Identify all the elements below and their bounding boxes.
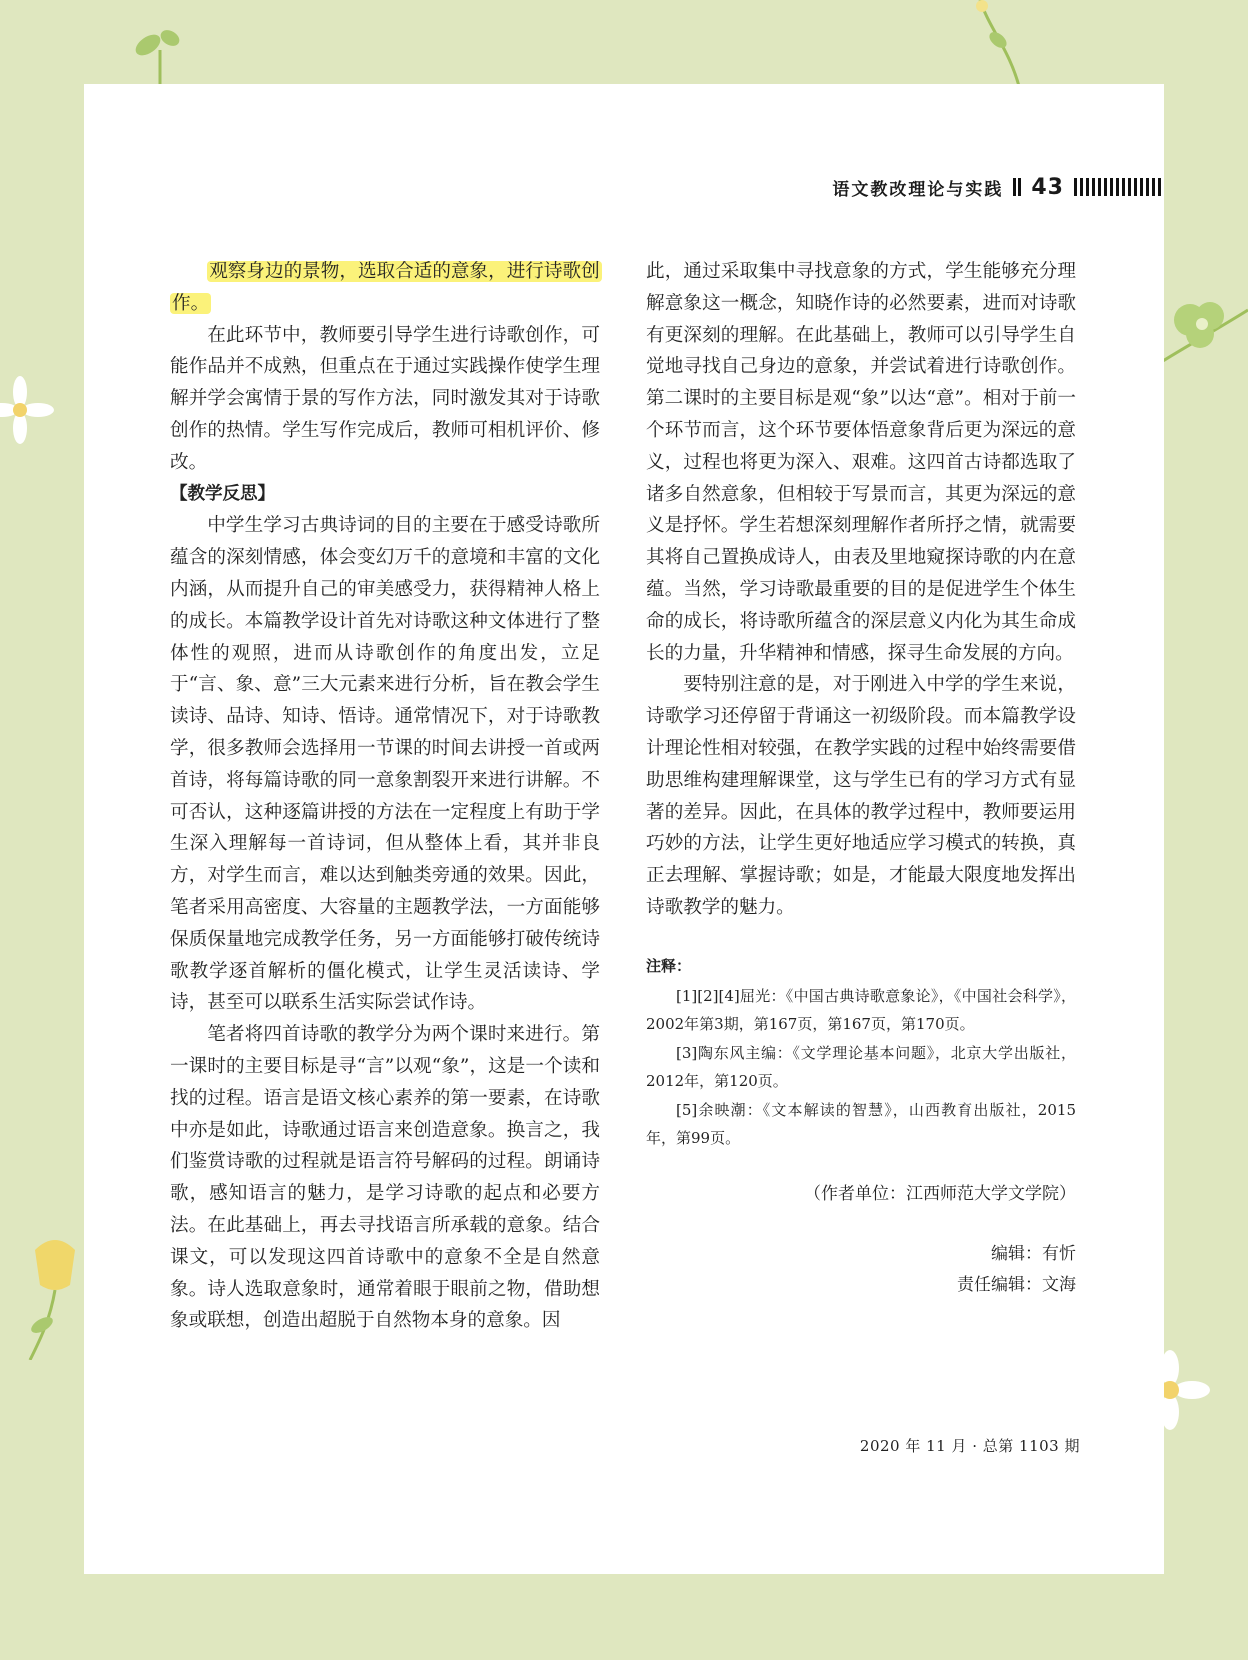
sprout-icon: [120, 20, 200, 90]
right-column: [646, 256, 1076, 1301]
body-paragraph: 此，通过采取集中寻找意象的方式，学生能够充分理解意象这一概念，知晓作诗的必然要素，进而对诗歌有更深刻的理解。在此基础上，教师可以引导学生自觉地寻找自己身边的意象，并尝试着进行诗歌创作。第二课时的主要目标是观“象”以达“意”。相对于前一个环节而言，这个环节要体悟意象背后更为深远的意义，过程也将更为深入、艰难。这四首古诗都选取了诸多自然意象，但相较于写景而言，其更为深远的意义是抒怀。学生若想深刻理解作者所抒之情，就需要其将自己置换成诗人，由表及里地窥探诗歌的内在意蕴。当然，学习诗歌最重要的目的是促进学生个体生命的成长，将诗歌所蕴含的深层意义内化为其生命成长的力量，升华精神和情感，探寻生命发展的方向。: [646, 261, 1076, 664]
body-paragraph: 要特别注意的是，对于刚进入中学的学生来说，诗歌学习还停留于背诵这一初级阶段。而本篇教学设计理论性相对较强，在教学实践的过程中始终需要借助思维构建理解课堂，这与学生已有的学习方式有显著的差异。因此，在具体的教学过程中，教师要运用巧妙的方法，让学生更好地适应学习模式的转换，真正去理解、掌握诗歌；如是，才能最大限度地发挥出诗歌教学的魅力。: [646, 674, 1076, 918]
journal-page: [84, 84, 1164, 1574]
barcode-divider-right: [1074, 178, 1164, 196]
tulip-icon: [20, 1230, 90, 1360]
left-column: [170, 256, 600, 1337]
author-affiliation: （作者单位：江西师范大学文学院）: [804, 1183, 1076, 1204]
white-flower-icon: [0, 370, 60, 450]
highlighted-paragraph: [170, 256, 600, 320]
notes-list: [646, 982, 1076, 1153]
running-header: [832, 174, 1164, 200]
body-paragraph: 笔者将四首诗歌的教学分为两个课时来进行。第一课时的主要目标是寻“言”以观“象”，这是一个读和找的过程。语言是语文核心素养的第一要素，在诗歌中亦是如此，诗歌通过语言来创造意象。换言之，我们鉴赏诗歌的过程就是语言符号解码的过程。朗诵诗歌，感知语言的魅力，是学习诗歌的起点和必要方法。在此基础上，再去寻找语言所承载的意象。结合课文，可以发现这四首诗歌中的意象不全是自然意象。诗人选取意象时，通常着眼于眼前之物，借助想象或联想，创造出超脱于自然物本身的意象。因: [170, 1024, 600, 1332]
editor: 编辑：有忻: [991, 1243, 1076, 1264]
flower-stem-icon: [960, 0, 1040, 90]
note-item: [3]陶东风主编：《文学理论基本问题》，北京大学出版社，2012年，第120页。: [646, 1043, 1076, 1091]
chief-editor: 责任编辑：文海: [957, 1274, 1076, 1295]
issue-footer: 2020 年 11 月 · 总第 1103 期: [859, 1437, 1080, 1455]
body-paragraph: 在此环节中，教师要引导学生进行诗歌创作，可能作品并不成熟，但重点在于通过实践操作使学生理解并学会寓情于景的写作方法，同时激发其对于诗歌创作的热情。学生写作完成后，教师可相机评价、修改。: [170, 324, 600, 473]
barcode-divider-left: [1013, 178, 1021, 196]
note-item: [1][2][4]屈光：《中国古典诗歌意象论》，《中国社会科学》，2002年第3期，第167页，第167页，第170页。: [646, 986, 1076, 1034]
note-item: [5]余映潮：《文本解读的智慧》，山西教育出版社，2015年，第99页。: [646, 1100, 1076, 1148]
editor-credits: [646, 1239, 1076, 1301]
highlighted-text: 观察身边的景物，选取合适的意象，进行诗歌创作。: [172, 261, 600, 314]
section-title: 语文教改理论与实践: [832, 179, 1004, 200]
page-number: 43: [1031, 174, 1064, 200]
section-heading: 【教学反思】: [170, 483, 275, 504]
notes-title: 注释：: [646, 956, 692, 975]
body-paragraph: 中学生学习古典诗词的目的主要在于感受诗歌所蕴含的深刻情感，体会变幻万千的意境和丰富的文化内涵，从而提升自己的审美感受力，获得精神人格上的成长。本篇教学设计首先对诗歌这种文体进行了整体性的观照，进而从诗歌创作的角度出发，立足于“言、象、意”三大元素来进行分析，旨在教会学生读诗、品诗、知诗、悟诗。通常情况下，对于诗歌教学，很多教师会选择用一节课的时间去讲授一首或两首诗，将每篇诗歌的同一意象割裂开来进行讲解。不可否认，这种逐篇讲授的方法在一定程度上有助于学生深入理解每一首诗词，但从整体上看，其并非良方，对学生而言，难以达到触类旁通的效果。因此，笔者采用高密度、大容量的主题教学法，一方面能够保质保量地完成教学任务，另一方面能够打破传统诗歌教学逐首解析的僵化模式，让学生灵活读诗、学诗，甚至可以联系生活实际尝试作诗。: [170, 515, 600, 1014]
